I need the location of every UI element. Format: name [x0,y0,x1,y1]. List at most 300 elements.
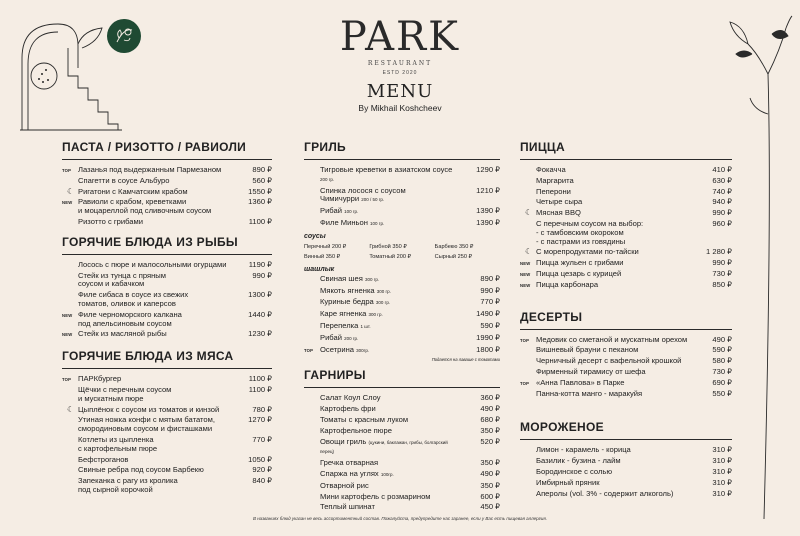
item-name [62,311,232,329]
item-name-text: Куриные бедра [320,297,374,307]
item-price: 580 ₽ [712,356,732,366]
item-price: 940 ₽ [712,197,732,207]
menu-item [62,477,272,495]
menu-item [304,493,500,502]
menu-section [62,235,272,339]
section-divider [304,387,500,388]
item-price: 490 ₽ [712,334,732,344]
menu-item [62,416,272,434]
item-name [304,394,460,403]
item-price: 740 ₽ [712,186,732,196]
item-name [62,330,232,339]
item-name [62,456,232,465]
item-portion: 200 гр. [320,176,335,182]
menu-item [304,405,500,414]
item-price: 350 ₽ [480,458,500,468]
item-name-text: Базилик - бузина - лайм [536,456,621,466]
item-name [304,438,460,458]
item-name [304,207,460,217]
sauces-grid [304,242,500,262]
item-name-text: Картофельное пюре [320,425,392,435]
menu-item [304,334,500,344]
item-name-text: Перепелка [320,320,359,330]
crescent-moon-icon: ☾ [67,404,75,414]
item-name-text: Рибай [320,332,342,342]
menu-item [304,427,500,436]
item-name [520,281,692,290]
section-divider [520,159,732,160]
item-price: 1190 ₽ [248,259,272,269]
menu-item [520,490,732,499]
menu-item [520,177,732,186]
sauce-item: Томатный 200 ₽ [369,253,412,260]
menu-item [520,379,732,388]
item-name-text: Фирменный тирамису от шефа [536,366,646,376]
sauce-item: Сырный 250 ₽ [434,253,473,260]
sauces-title: соусы [304,232,326,240]
menu-item [520,259,732,268]
item-price: 730 ₽ [712,366,732,376]
item-price: 600 ₽ [480,491,500,501]
item-name-text: Пицца карбонара [536,279,599,289]
item-name-text: Стейк из масляной рыбы [78,329,167,339]
brand-subtitle: RESTAURANT [367,60,433,67]
item-badge: NEW [520,271,531,277]
item-price: 310 ₽ [712,466,732,476]
item-portion: 100гр. [380,471,394,477]
item-price: 310 ₽ [712,488,732,498]
item-badge: TOP [520,337,530,343]
item-name [62,198,232,216]
item-price: 590 ₽ [712,345,732,355]
item-name [62,386,232,404]
item-name [520,270,692,279]
item-name-text: Цыплёнок с соусом из томатов и кинзой [78,404,220,414]
sauce-item: Винный 350 ₽ [304,253,341,260]
item-name-text: Четыре сыра [536,197,583,207]
menu-title: MENU [366,81,434,102]
menu-item [62,261,272,270]
item-name-text: Свиные ребра под соусом Барбекю [78,465,204,475]
item-name [304,287,460,297]
menu-item [62,330,272,339]
item-price: 490 ₽ [480,404,500,414]
item-name-text: Тигровые креветки в азиатском соусе [320,165,453,174]
menu-item [520,220,732,246]
item-portion: 300 гр. [375,300,391,306]
item-name-text: Томаты с красным луком [320,414,409,424]
item-name [520,468,692,477]
menu-section [304,140,500,362]
item-name [520,259,692,268]
shashlik-note: Подается на лаваше с томатами [431,357,500,363]
item-name [520,479,692,488]
item-name [304,427,460,436]
menu-item [520,357,732,366]
item-name [62,477,232,495]
item-price: 840 ₽ [252,476,272,486]
item-name-text: Мякоть ягненка [320,285,375,295]
item-name [520,177,692,186]
item-name [520,379,692,388]
menu-item [304,416,500,425]
item-price: 550 ₽ [712,388,732,398]
item-name-text: Спагетти в соусе Альбуро [78,175,170,185]
menu-item [304,459,500,468]
item-name-text: Пеперони [536,186,571,196]
item-name-text: Маргарита [536,175,574,185]
section-title: ГОРЯЧИЕ БЛЮДА ИЗ МЯСА [62,349,234,364]
item-badge: NEW [62,312,73,318]
item-badge: NEW [520,261,531,267]
item-portion: 200 гр. [344,335,359,341]
item-name [62,466,232,475]
item-name-text: Лосось с пюре и малосольными огурцами [78,259,227,269]
item-price: 310 ₽ [712,477,732,487]
menu-section [520,310,732,399]
item-name [62,261,232,270]
item-name-text: Филе Миньон [320,217,368,227]
item-price: 1 280 ₽ [706,247,732,257]
item-price: 1210 ₽ [476,185,500,195]
item-name [304,334,460,344]
item-name [520,336,692,345]
item-price: 350 ₽ [480,480,500,490]
item-name-text: Бефстроганов [78,454,129,464]
menu-item [62,375,272,384]
item-price: 1990 ₽ [476,332,500,342]
item-price: 770 ₽ [252,434,272,444]
menu-item [62,456,272,465]
item-name [520,209,692,218]
section-title: ПАСТА / РИЗОТТО / РАВИОЛИ [62,140,247,154]
item-name [520,457,692,466]
item-name-text: Рибай [320,206,342,216]
crescent-moon-icon: ☾ [67,186,75,196]
menu-item [304,298,500,308]
item-portion: 300гр. [356,347,370,353]
menu-item [304,470,500,480]
item-name [520,390,692,399]
item-price: 1230 ₽ [248,329,272,339]
item-name-text: Щёчки с перечным соусом и мускатным пюре [78,384,172,403]
menu-item [520,457,732,466]
menu-item [520,248,732,257]
item-price: 630 ₽ [712,175,732,185]
item-price: 1270 ₽ [248,415,272,425]
menu-item [520,479,732,488]
section-divider [304,159,500,160]
menu-item [62,166,272,175]
item-name [304,187,460,206]
item-price: 1490 ₽ [476,309,500,319]
column-right [520,140,732,500]
item-name-text: Аперолы (vol. 3% - содержит алкоголь) [536,488,674,498]
item-name-text: Филе сибаса в соусе из свежих томатов, оливок и каперсов [78,290,189,308]
menu-section [520,420,732,498]
sauce-item: Грибной 350 ₽ [369,243,407,250]
column-middle [304,140,500,514]
item-name [304,503,460,512]
item-portion: 1 шт. [360,323,371,329]
item-price: 310 ₽ [712,456,732,466]
item-name-text: Ризотто с грибами [78,216,143,226]
menu-item [520,270,732,279]
item-name [62,375,232,384]
menu-item [304,275,500,285]
menu-item [62,272,272,290]
item-name-text: Пицца цезарь с курицей [536,268,622,278]
item-name-text: Вишневый брауни с пеканом [536,345,639,355]
menu-section [62,349,272,495]
item-name [304,470,460,480]
item-name [520,446,692,455]
item-name-text: С морепродуктами по-тайски [536,247,639,257]
item-name-text: Гречка отварная [320,458,379,468]
item-name [304,346,460,356]
item-name-text: Запеканка с рагу из кролика под сырной корочкой [78,476,178,494]
menu-section [304,368,500,512]
item-price: 1800 ₽ [476,344,500,354]
item-name-text: «Анна Павлова» в Парке [536,377,625,387]
item-name [62,188,232,197]
menu-item [304,187,500,206]
item-name [304,298,460,308]
menu-item [304,207,500,217]
item-name [62,436,232,454]
item-portion: 100 гр. [344,209,359,215]
item-price: 310 ₽ [712,445,732,455]
item-price: 990 ₽ [480,285,500,295]
item-price: 1100 ₽ [248,216,272,226]
menu-item [520,468,732,477]
item-portion: 300 гр. [364,276,380,282]
menu-item [304,310,500,320]
item-badge: NEW [520,282,531,288]
item-price: 490 ₽ [480,468,500,478]
item-name [304,493,460,502]
item-name [62,166,232,175]
item-name [62,177,232,186]
item-name [62,416,232,434]
menu-item [520,188,732,197]
item-price: 1050 ₽ [248,454,272,464]
menu-item [304,438,500,458]
item-name [520,357,692,366]
item-name [304,482,460,491]
item-name [304,459,460,468]
item-name-text: Овощи гриль [320,436,367,446]
item-price: 560 ₽ [252,175,272,185]
item-price: 350 ₽ [480,425,500,435]
item-name [304,322,460,332]
item-name-text: Бородинское с солью [536,466,613,476]
item-name-text: Панна-котта манго - маракуйя [536,388,643,398]
section-divider [520,439,732,440]
menu-item [62,177,272,186]
item-name-text: Отварной рис [320,480,369,490]
item-portion: 300 гр. [368,312,383,318]
item-price: 1390 ₽ [476,217,500,227]
item-price: 1440 ₽ [248,309,272,319]
menu-item [520,336,732,345]
item-name-text: Лимон - карамель - корица [536,445,631,455]
item-price: 890 ₽ [252,165,272,174]
menu-item [62,436,272,454]
brand-established: ESTD 2020 [382,70,418,76]
item-name [304,219,460,229]
menu-item [304,482,500,491]
menu-item [62,311,272,329]
menu-item [304,394,500,403]
item-name-text: ПАРКбургер [78,374,122,384]
section-divider [62,254,272,255]
item-price: 590 ₽ [480,320,500,330]
item-name-text: С перечным соусом на выбор: - с тамбовским окороком - с пастрами из говядины [536,218,644,246]
menu-item [62,218,272,227]
item-price: 890 ₽ [480,273,500,283]
section-divider [520,329,732,330]
item-price: 730 ₽ [712,268,732,278]
item-name [520,220,692,246]
item-price: 990 ₽ [712,258,732,268]
item-badge: TOP [304,347,314,353]
section-divider [62,368,272,369]
menu-item [520,281,732,290]
menu-section [62,140,272,227]
item-price: 850 ₽ [712,279,732,289]
item-price: 520 ₽ [480,436,500,446]
item-portion: 100 гр. [370,220,385,226]
item-price: 770 ₽ [480,297,500,307]
item-portion: (цукини, баклажан, грибы, болгарский перец) [320,439,448,455]
item-portion: 200 / 50 гр. [361,197,385,203]
item-price: 1550 ₽ [248,186,272,196]
section-title: ГАРНИРЫ [304,368,366,383]
allergy-note: В названиях блюд указан не весь ассортиментный состав. Пожалуйста, предупредите нас заранее, если у Вас есть пищевая аллергия. [252,516,548,521]
item-name-text: Спаржа на углях [320,468,379,478]
crescent-moon-icon: ☾ [525,208,533,218]
menu-item [304,503,500,512]
column-left [62,140,272,497]
item-name-text: Стейк из тунца с пряным соусом и кабачком [78,270,166,289]
item-name-text: Лазанья под выдержанным Пармезаном [78,165,222,174]
item-name [62,406,232,415]
item-badge: TOP [520,380,530,386]
item-price: 1300 ₽ [248,290,272,300]
menu-item [62,466,272,475]
item-name [520,198,692,207]
item-price: 1100 ₽ [248,384,272,394]
menu-item [520,346,732,355]
menu-item [304,346,500,356]
menu-item [520,198,732,207]
item-name-text: Спинка лосося с соусом Чимичурри [320,185,406,204]
item-badge: TOP [62,377,72,383]
menu-item [62,188,272,197]
section-title: ПИЦЦА [520,140,565,154]
menu-section [520,140,732,290]
item-name [304,310,460,320]
menu-item [520,446,732,455]
item-name [304,416,460,425]
item-name [304,275,460,285]
item-price: 780 ₽ [252,404,272,414]
menu-item [520,209,732,218]
brand-logo: PARK [339,14,461,60]
item-name-text: Имбирный пряник [536,477,600,487]
menu-item [304,287,500,297]
item-name-text: Филе черноморского калкана под апельсиновым соусом [78,309,182,328]
section-title: ДЕСЕРТЫ [520,309,583,324]
item-name-text: Мясная BBQ [536,208,581,218]
sauce-item: Перечный 200 ₽ [304,243,347,250]
item-name-text: Мини картофель с розмарином [320,491,431,501]
item-name-text: Черничный десерт с вафельной крошкой [536,356,682,366]
item-name-text: Салат Коул Слоу [320,393,381,403]
item-name-text: Фокачча [536,165,566,174]
section-title: ГРИЛЬ [304,140,346,154]
menu-author: By Mikhail Koshcheev [358,103,442,113]
menu-item [304,322,500,332]
item-name [520,368,692,377]
item-price: 1290 ₽ [476,165,500,174]
menu-item [520,166,732,175]
menu-item [62,386,272,404]
menu-item [304,166,500,185]
item-price: 410 ₽ [712,165,732,174]
item-name-text: Свиная шея [320,273,363,283]
crescent-moon-icon: ☾ [525,247,533,257]
item-price: 690 ₽ [712,377,732,387]
menu-item [62,291,272,309]
menu-item [304,219,500,229]
menu-item [520,390,732,399]
item-price: 1100 ₽ [248,374,272,384]
item-price: 450 ₽ [480,502,500,512]
item-price: 1390 ₽ [476,206,500,216]
item-name-text: Котлеты из цыпленка с картофельным пюре [78,434,158,453]
item-name-text: Осетрина [320,344,355,354]
item-name [62,218,232,227]
item-name [304,166,460,185]
item-name [520,166,692,175]
item-name-text: Картофель фри [320,404,376,414]
section-divider [62,159,272,160]
item-price: 1360 ₽ [248,197,272,207]
section-title: ГОРЯЧИЕ БЛЮДА ИЗ РЫБЫ [62,234,238,249]
item-price: 990 ₽ [252,270,272,280]
item-name-text: Медовик со сметаной и мускатным орехом [536,334,688,344]
item-name [304,405,460,414]
item-name [62,272,232,290]
menu-item [520,368,732,377]
item-price: 990 ₽ [712,208,732,218]
section-title: МОРОЖЕНОЕ [520,420,604,435]
item-badge: NEW [62,332,73,338]
item-name [520,346,692,355]
item-price: 360 ₽ [480,393,500,403]
item-badge: NEW [62,200,73,206]
item-name-text: Пицца жульен с грибами [536,258,624,268]
item-name [520,490,692,499]
item-price: 920 ₽ [252,465,272,475]
item-name [62,291,232,309]
item-price: 960 ₽ [712,218,732,228]
item-name-text: Утиная ножка конфи с мятым бататом, смородиновым соусом и фисташками [78,415,215,434]
menu-item [62,406,272,415]
sauce-item: Барбекю 350 ₽ [434,243,474,250]
